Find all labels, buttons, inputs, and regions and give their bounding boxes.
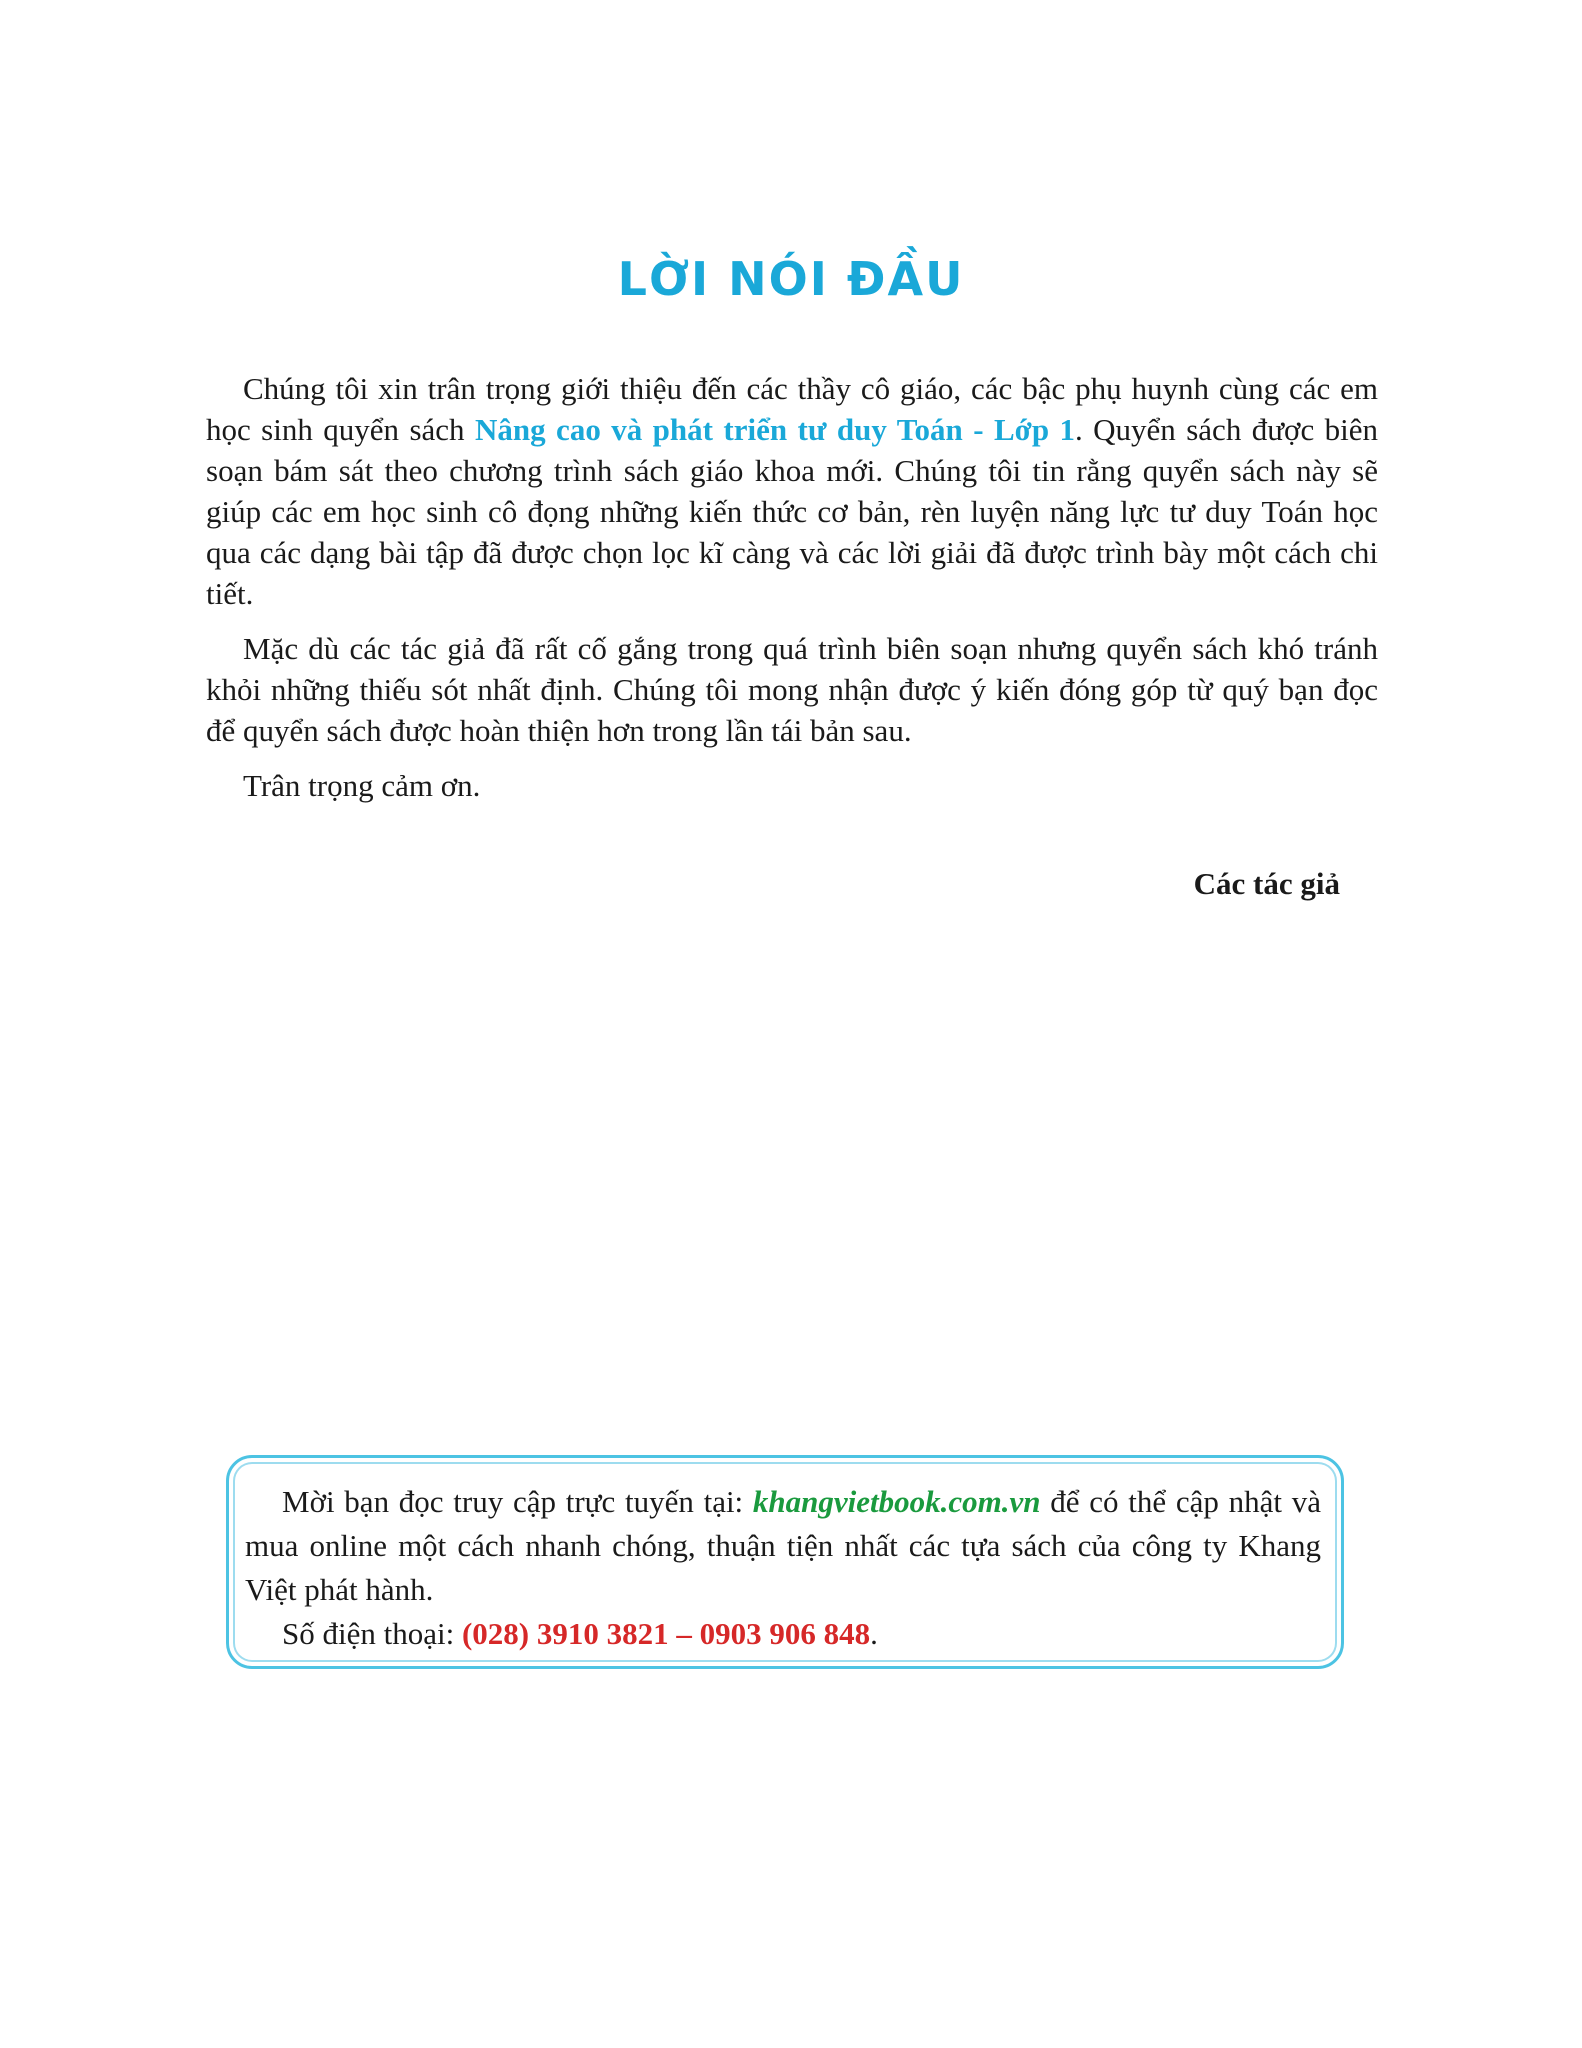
- website-intro: Mời bạn đọc truy cập trực tuyến tại:: [282, 1484, 753, 1519]
- contact-info-box: [226, 1455, 1344, 1669]
- intro-text-after: . Quyển sách được biên soạn bám sát theo chương trình sách giáo khoa mới. Chúng tôi tin rằng quyển sách này sẽ giúp các em học sinh cô đọng những kiến thức cơ bản, rèn luyện năng lực tư duy Toán học qua các dạng bài tập đã được chọn lọc kĩ càng và các lời giải đã được trình bày một cách chi tiết.: [206, 412, 1378, 611]
- phone-end: .: [870, 1616, 878, 1651]
- book-title: Nâng cao và phát triển tư duy Toán - Lớp 1: [475, 412, 1075, 447]
- preface-body: [206, 368, 1378, 820]
- website-link[interactable]: khangvietbook.com.vn: [752, 1484, 1041, 1519]
- intro-paragraph: [206, 368, 1378, 614]
- website-outro: để có thể cập nhật và mua online một cách nhanh chóng, thuận tiện nhất các tựa sách của công ty Khang Việt phát hành.: [245, 1484, 1321, 1607]
- apology-paragraph: Mặc dù các tác giả đã rất cố gắng trong quá trình biên soạn nhưng quyển sách khó tránh khỏi những thiếu sót nhất định. Chúng tôi mong nhận được ý kiến đóng góp từ quý bạn đọc để quyển sách được hoàn thiện hơn trong lần tái bản sau.: [206, 631, 1378, 748]
- closing-line: Trân trọng cảm ơn.: [243, 768, 481, 803]
- signature: Các tác giả: [1193, 866, 1340, 901]
- website-paragraph: [245, 1480, 1321, 1612]
- phone-label: Số điện thoại:: [282, 1616, 462, 1651]
- intro-text-before: Chúng tôi xin trân trọng giới thiệu đến các thầy cô giáo, các bậc phụ huynh cùng các em học sinh quyển sách: [206, 371, 1378, 447]
- page-title: LỜI NÓI ĐẦU: [617, 252, 965, 306]
- phone-numbers: (028) 3910 3821 – 0903 906 848: [461, 1616, 871, 1651]
- phone-line: [245, 1612, 1321, 1656]
